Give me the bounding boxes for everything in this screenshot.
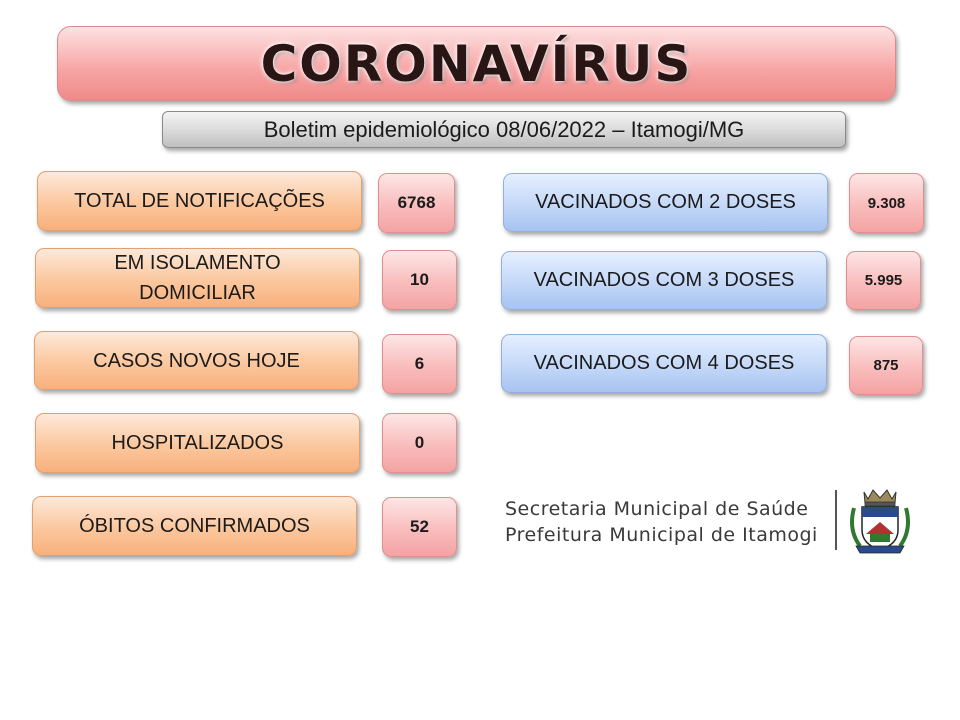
- stat-label-home-isolation: [35, 248, 360, 308]
- stat-label-total-notifications: [37, 171, 362, 231]
- stat-value-deaths: [382, 497, 457, 557]
- title-banner: [57, 26, 896, 101]
- vaccine-value-text: 875: [873, 357, 899, 374]
- vaccine-label-2-doses: [503, 173, 828, 232]
- stat-label-hospitalized: [35, 413, 360, 473]
- stat-value-hospitalized: [382, 413, 457, 473]
- stat-value-text: 10: [410, 270, 429, 289]
- vaccine-label-text: VACINADOS COM 3 DOSES: [533, 269, 795, 291]
- stat-value-text: 6: [414, 354, 425, 373]
- stat-label-text: CASOS NOVOS HOJE: [93, 349, 300, 372]
- city-crest-icon: [844, 486, 916, 558]
- vaccine-value-text: 5.995: [864, 272, 903, 289]
- stat-value-home-isolation: [382, 250, 457, 310]
- stat-label-text: ÓBITOS CONFIRMADOS: [79, 515, 310, 537]
- stat-label-text: EM ISOLAMENTO DOMICILIAR: [114, 252, 281, 304]
- logo-divider: [835, 490, 837, 550]
- secretariat-name: Secretaria Municipal de Saúde: [505, 498, 809, 520]
- stat-label-text: TOTAL DE NOTIFICAÇÕES: [74, 190, 325, 212]
- vaccine-label-4-doses: [501, 334, 827, 393]
- prefecture-name: Prefeitura Municipal de Itamogi: [505, 524, 818, 546]
- vaccine-label-text: VACINADOS COM 2 DOSES: [535, 191, 796, 213]
- vaccine-value-3-doses: [846, 251, 921, 310]
- stat-label-text: HOSPITALIZADOS: [111, 432, 284, 454]
- subtitle-banner: [162, 111, 846, 148]
- stat-value-total-notifications: [378, 173, 455, 233]
- bulletin-subtitle: Boletim epidemiológico 08/06/2022 – Itamogi/MG: [263, 116, 745, 142]
- secretariat-logo-text: [505, 496, 818, 548]
- stat-value-text: 0: [414, 433, 425, 452]
- stat-label-deaths: [32, 496, 357, 556]
- stat-value-new-cases: [382, 334, 457, 394]
- vaccine-value-4-doses: [849, 336, 923, 395]
- vaccine-value-2-doses: [849, 173, 924, 233]
- stat-value-text: 6768: [397, 193, 436, 212]
- stat-value-text: 52: [410, 517, 429, 536]
- stat-label-new-cases: [34, 331, 359, 390]
- vaccine-value-text: 9.308: [867, 194, 906, 212]
- vaccine-label-text: VACINADOS COM 4 DOSES: [533, 352, 795, 374]
- page-title: CORONAVÍRUS: [260, 34, 693, 93]
- vaccine-label-3-doses: [501, 251, 827, 310]
